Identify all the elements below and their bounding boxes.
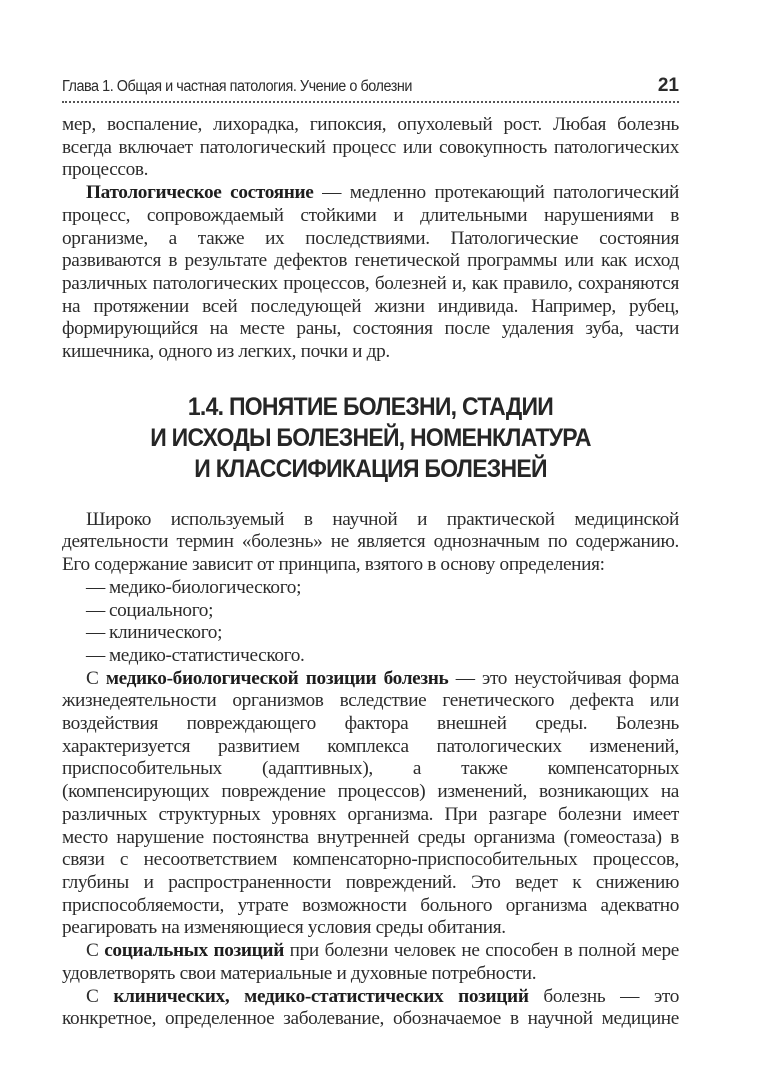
paragraph-medbio bbox=[62, 668, 679, 940]
chapter-title: Глава 1. Общая и частная патология. Учение о болезни bbox=[62, 78, 412, 95]
list-item bbox=[62, 645, 679, 668]
list-item-text: медико-биологического; bbox=[108, 576, 302, 598]
definition-list bbox=[62, 577, 679, 668]
paragraph-text: болезнь — это конкретное, определенное заболевание, обозначаемое в научной медицине bbox=[62, 985, 679, 1030]
prefix: С bbox=[86, 667, 106, 689]
section-heading bbox=[87, 392, 655, 485]
dash: — bbox=[86, 599, 105, 621]
list-item bbox=[62, 622, 679, 645]
header-dotted-rule bbox=[62, 101, 679, 103]
paragraph-text: при болезни человек не способен в полной мере удовлетворять свои материальные и духовные потребности. bbox=[62, 940, 679, 984]
term-clinical: клинических, медико-статистических позиций bbox=[113, 985, 529, 1007]
prefix: С bbox=[86, 985, 114, 1007]
body-text bbox=[62, 114, 679, 1031]
paragraph-intro: Широко используемый в научной и практической медицинской деятельности термин «болезнь» не является однозначным по содержанию. Его содержание зависит от принципа, взятого в основу определения: bbox=[62, 508, 679, 576]
prefix: С bbox=[86, 940, 105, 962]
term-medbio: медико-биологической позиции болезнь bbox=[105, 667, 449, 689]
list-item bbox=[62, 577, 679, 600]
paragraph-pathological-state bbox=[62, 182, 679, 364]
list-item-text: социального; bbox=[108, 599, 214, 621]
list-item-text: медико-статистического. bbox=[108, 644, 305, 666]
dash: — bbox=[86, 576, 105, 598]
term-social: социальных позиций bbox=[104, 940, 284, 962]
running-head bbox=[62, 76, 679, 98]
paragraph-text: — это неустойчивая форма жизнедеятельности организмов вследствие генетического дефекта или воздействия повреждающего фактора внешней среды. Болезнь характеризуется развитием комплекса патологических изменений, приспособительных (адаптивных), а также компенсаторных (компенсирующих повреждение процессов) изменений, возникающих на различных структурных уровнях организма. При разгаре болезни имеет место нарушение постоянства внутренней среды организма (гомеостаза) в связи с несоответствием компенсаторно-приспособительных процессов, глубины и распространенности повреждений. Это ведет к снижению приспособляемости, утрате возможности больного организма адекватно реагировать на изменяющиеся условия среды обитания. bbox=[62, 667, 680, 939]
term-pathological-state: Патологическое состояние bbox=[86, 182, 314, 204]
page-number: 21 bbox=[657, 75, 679, 96]
dash: — bbox=[86, 644, 105, 666]
paragraph-clinical bbox=[62, 986, 679, 1031]
section-heading-line: И ИСХОДЫ БОЛЕЗНЕЙ, НОМЕНКЛАТУРА bbox=[150, 423, 591, 452]
paragraph-continuation: мер, воспаление, лихорадка, гипоксия, опухолевый рост. Любая болезнь всегда включает патологический процесс или совокупность патологических процессов. bbox=[62, 114, 679, 181]
list-item bbox=[62, 600, 679, 623]
list-item-text: клинического; bbox=[108, 622, 223, 644]
section-heading-line: 1.4. ПОНЯТИЕ БОЛЕЗНИ, СТАДИИ bbox=[187, 392, 554, 421]
section-heading-line: И КЛАССИФИКАЦИЯ БОЛЕЗНЕЙ bbox=[194, 454, 547, 483]
dash: — bbox=[86, 622, 105, 644]
paragraph-text: — медленно протекающий патологический процесс, сопровождаемый стойкими и длительными нарушениями в организме, а также их последствиями. Патологические состояния развиваются в результате дефектов генетической программы или как исход различных патологических процессов, болезней и, как правило, сохраняются на протяжении всей последующей жизни индивида. Например, рубец, формирующийся на месте раны, состояния после удаления зуба, части кишечника, одного из легких, почки и др. bbox=[62, 182, 679, 363]
paragraph-social bbox=[62, 940, 679, 985]
